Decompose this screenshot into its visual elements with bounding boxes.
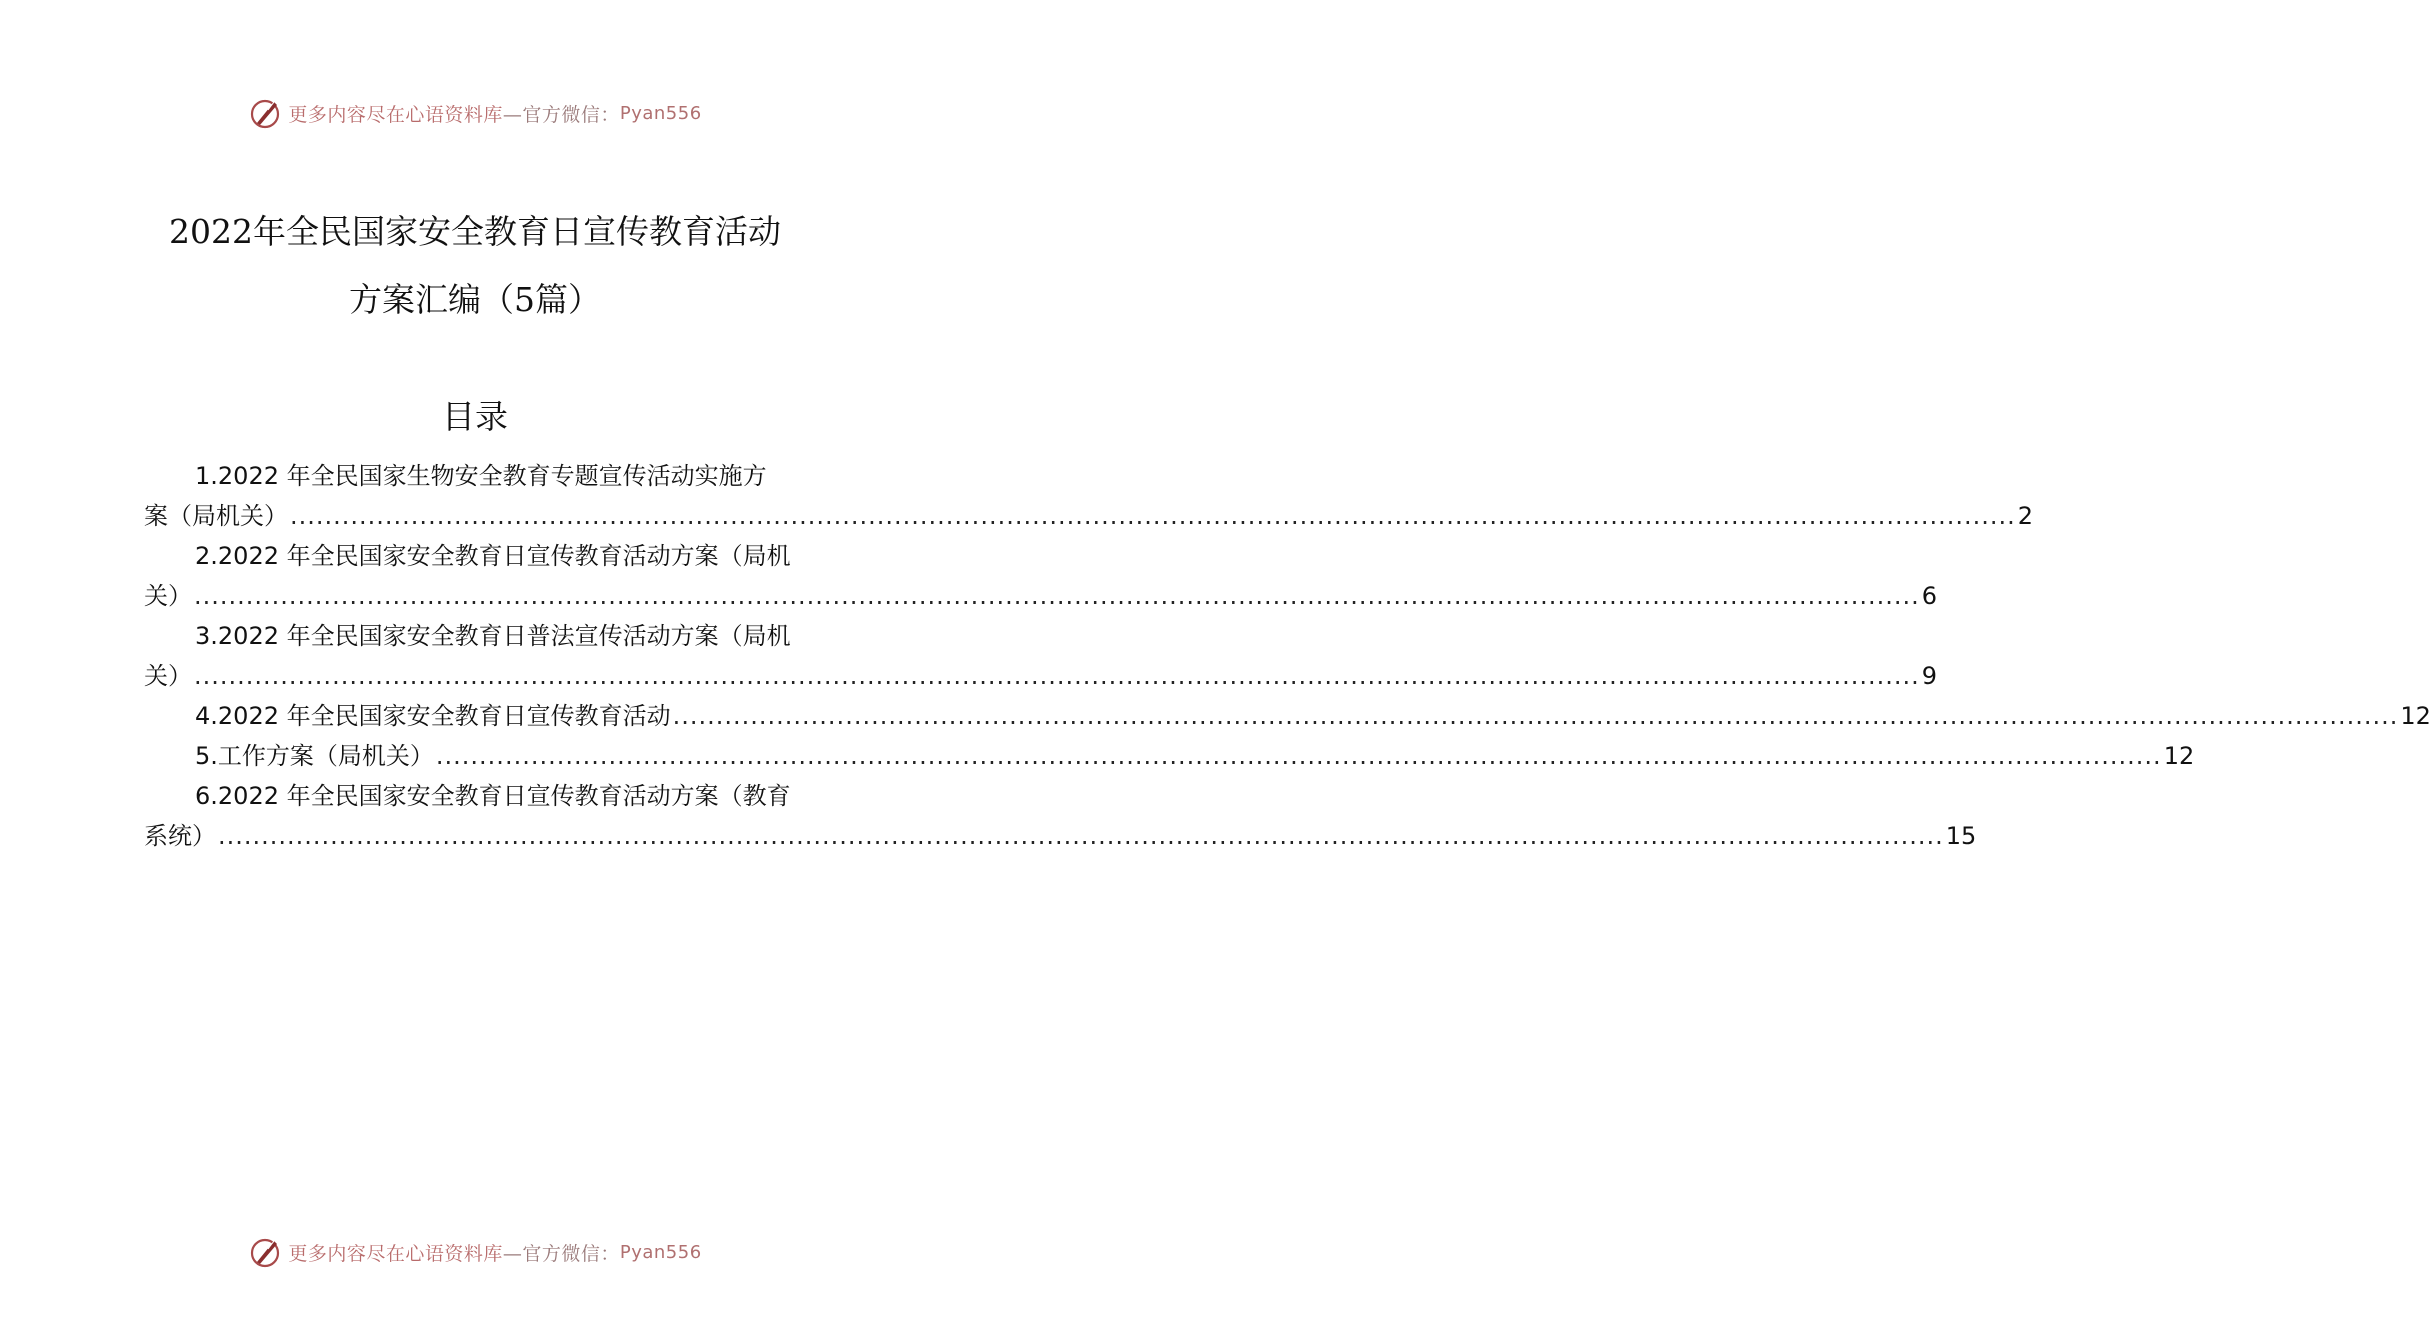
document-title-line-1: 2022年全民国家安全教育日宣传教育活动 (169, 212, 781, 251)
toc-page-number: 6 (1921, 582, 1938, 610)
toc-entry-title: 2.2022 年全民国家安全教育日宣传教育活动方案（局机 (195, 542, 791, 570)
toc-entry-title: 5.工作方案（局机关） (195, 742, 434, 770)
banner-wechat-id: Pyan556 (619, 102, 702, 124)
toc-entry-title: 1.2022 年全民国家生物安全教育专题宣传活动实施方 (195, 462, 767, 490)
toc-entry-title-cont: 系统） (144, 822, 216, 850)
toc-page-number: 12 (2163, 742, 2195, 770)
toc-entry-title-cont: 关） (144, 662, 192, 690)
table-of-contents (144, 456, 2431, 856)
toc-page-number: 15 (1945, 822, 1977, 850)
toc-page-number: 2 (2017, 502, 2034, 530)
toc-leader-dots: ........................................................................................................................................................................................................ (194, 662, 1920, 690)
toc-entry-3[interactable] (144, 616, 1938, 696)
toc-leader-dots: ........................................................................................................................................................................................................ (290, 502, 2016, 530)
toc-entry-6[interactable] (144, 776, 1977, 856)
toc-entry-title-cont: 关） (144, 582, 192, 610)
toc-heading: 目录 (442, 397, 508, 436)
toc-entry-4[interactable] (144, 696, 2431, 736)
banner-separator: —官方微信： (502, 1242, 620, 1265)
banner-text: 更多内容尽在心语资料库 (288, 1242, 503, 1265)
toc-entry-title: 3.2022 年全民国家安全教育日普法宣传活动方案（局机 (195, 622, 791, 650)
footer-banner (0, 1235, 950, 1269)
quill-pen-logo-icon (248, 1235, 282, 1269)
toc-entry-title: 6.2022 年全民国家安全教育日宣传教育活动方案（教育 (195, 782, 791, 810)
toc-entry-title: 4.2022 年全民国家安全教育日宣传教育活动 (195, 702, 671, 730)
banner-wechat-id: Pyan556 (619, 1241, 702, 1263)
toc-leader-dots: ........................................................................................................................................................................................................ (435, 742, 2162, 770)
quill-pen-logo-icon (248, 96, 282, 130)
toc-entry-2[interactable] (144, 536, 1938, 616)
toc-page-number: 12 (2400, 702, 2431, 730)
toc-entry-5[interactable] (144, 736, 2195, 776)
toc-entry-title-cont: 案（局机关） (144, 502, 288, 530)
banner-text: 更多内容尽在心语资料库 (288, 103, 503, 126)
toc-entry-1[interactable] (144, 456, 2034, 536)
toc-leader-dots: ........................................................................................................................................................................................................ (218, 822, 1944, 850)
banner-separator: —官方微信： (502, 103, 620, 126)
toc-leader-dots: ........................................................................................................................................................................................................ (672, 702, 2399, 730)
toc-leader-dots: ........................................................................................................................................................................................................ (194, 582, 1920, 610)
document-title-line-2: 方案汇编（5篇） (349, 280, 601, 319)
header-banner (0, 96, 950, 130)
toc-page-number: 9 (1921, 662, 1938, 690)
